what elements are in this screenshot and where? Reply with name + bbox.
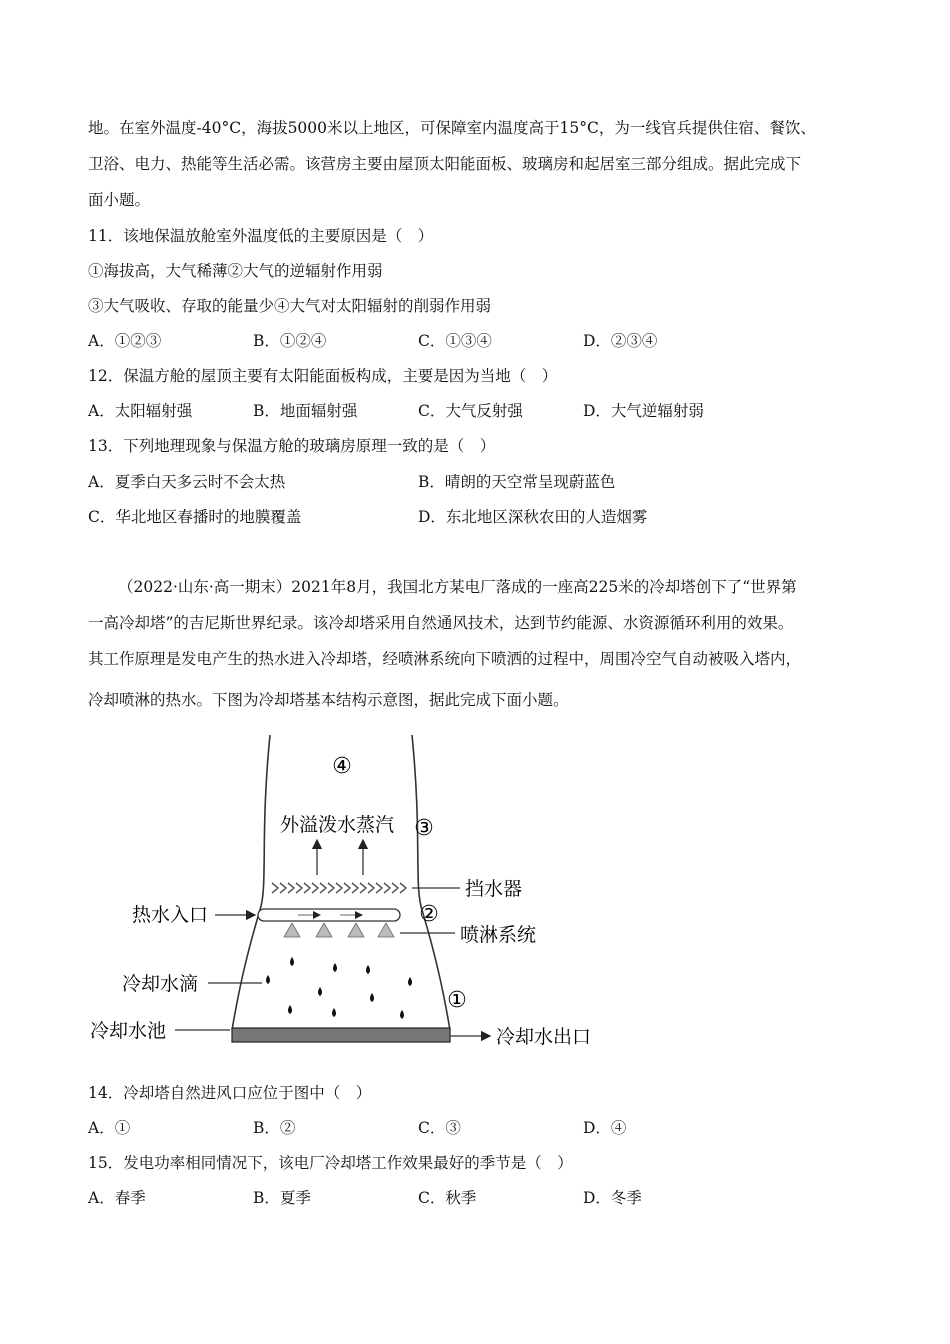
q11-option-a: A．①②③	[88, 332, 162, 350]
q13-stem: 13．下列地理现象与保温方舱的玻璃房原理一致的是（ ）	[88, 437, 496, 455]
q14-option-a: A．①	[88, 1119, 131, 1137]
q15-option-a: A．春季	[88, 1189, 146, 1207]
q13-option-d: D．东北地区深秋农田的人造烟雾	[418, 508, 648, 526]
q14-option-b: B．②	[253, 1119, 296, 1137]
tower-left-wall	[232, 735, 270, 1030]
q11-option-d: D．②③④	[583, 332, 658, 350]
tower-right-wall	[412, 735, 450, 1030]
q13-option-c: C．华北地区春播时的地膜覆盖	[88, 508, 302, 526]
q12-option-d: D．大气逆辐射弱	[583, 402, 704, 420]
q14-option-c: C．③	[418, 1119, 461, 1137]
label-eliminator: 挡水器	[465, 878, 523, 900]
q13-option-b: B．晴朗的天空常呈现蔚蓝色	[418, 473, 616, 491]
intro-line-3: 面小题。	[88, 191, 151, 209]
q12-option-b: B．地面辐射强	[253, 402, 358, 420]
water-droplets	[266, 957, 412, 1019]
label-steam: 外溢泼水蒸汽	[280, 814, 395, 836]
intro-line-1: 地。在室外温度-40°C，海拔5000米以上地区，可保障室内温度高于15°C，为一线官兵提供住宿、餐饮、	[88, 119, 816, 137]
q14-option-d: D．④	[583, 1119, 627, 1137]
label-outlet: 冷却水出口	[496, 1026, 592, 1048]
water-eliminator	[268, 880, 408, 896]
marker-2: ②	[419, 902, 439, 927]
passage-line-3: 其工作原理是发电产生的热水进入冷却塔，经喷淋系统向下喷洒的过程中，周围冷空气自动被吸入塔内，	[88, 650, 802, 668]
q15-option-c: C．秋季	[418, 1189, 477, 1207]
q14-stem: 14．冷却塔自然进风口应位于图中（ ）	[88, 1084, 372, 1102]
q12-option-c: C．大气反射强	[418, 402, 523, 420]
label-spray: 喷淋系统	[460, 924, 537, 946]
passage-line-2: 一高冷却塔”的吉尼斯世界纪录。该冷却塔采用自然通风技术，达到节约能源、水资源循环利用的效果。	[88, 614, 794, 632]
marker-3: ③	[414, 816, 434, 841]
marker-1: ①	[447, 988, 467, 1013]
q11-item-1: ①海拔高，大气稀薄②大气的逆辐射作用弱	[88, 262, 383, 280]
passage-line-4: 冷却喷淋的热水。下图为冷却塔基本结构示意图，据此完成下面小题。	[88, 691, 569, 709]
label-droplets: 冷却水滴	[122, 973, 199, 995]
marker-4: ④	[332, 754, 352, 779]
intro-line-2: 卫浴、电力、热能等生活必需。该营房主要由屋顶太阳能面板、玻璃房和起居室三部分组成。据此完成下	[88, 155, 802, 173]
cooling-tower-diagram	[80, 725, 620, 1060]
q11-option-c: C．①③④	[418, 332, 492, 350]
q15-stem: 15．发电功率相同情况下，该电厂冷却塔工作效果最好的季节是（ ）	[88, 1154, 573, 1172]
q11-stem: 11．该地保温放舱室外温度低的主要原因是（ ）	[88, 227, 434, 245]
q11-option-b: B．①②④	[253, 332, 327, 350]
q13-option-a: A．夏季白天多云时不会太热	[88, 473, 286, 491]
q11-item-2: ③大气吸收、存取的能量少④大气对太阳辐射的削弱作用弱	[88, 297, 492, 315]
label-hot-inlet: 热水入口	[132, 904, 209, 926]
q12-option-a: A．太阳辐射强	[88, 402, 193, 420]
spray-nozzles	[284, 923, 394, 937]
cooling-pool	[232, 1028, 450, 1042]
passage-line-1: （2022·山东·高一期末）2021年8月，我国北方某电厂落成的一座高225米的冷却塔创下了“世界第	[118, 578, 797, 596]
q15-option-d: D．冬季	[583, 1189, 642, 1207]
q15-option-b: B．夏季	[253, 1189, 311, 1207]
label-pool: 冷却水池	[90, 1020, 167, 1042]
q12-stem: 12．保温方舱的屋顶主要有太阳能面板构成，主要是因为当地（ ）	[88, 367, 558, 385]
hot-water-pipe	[258, 909, 400, 921]
